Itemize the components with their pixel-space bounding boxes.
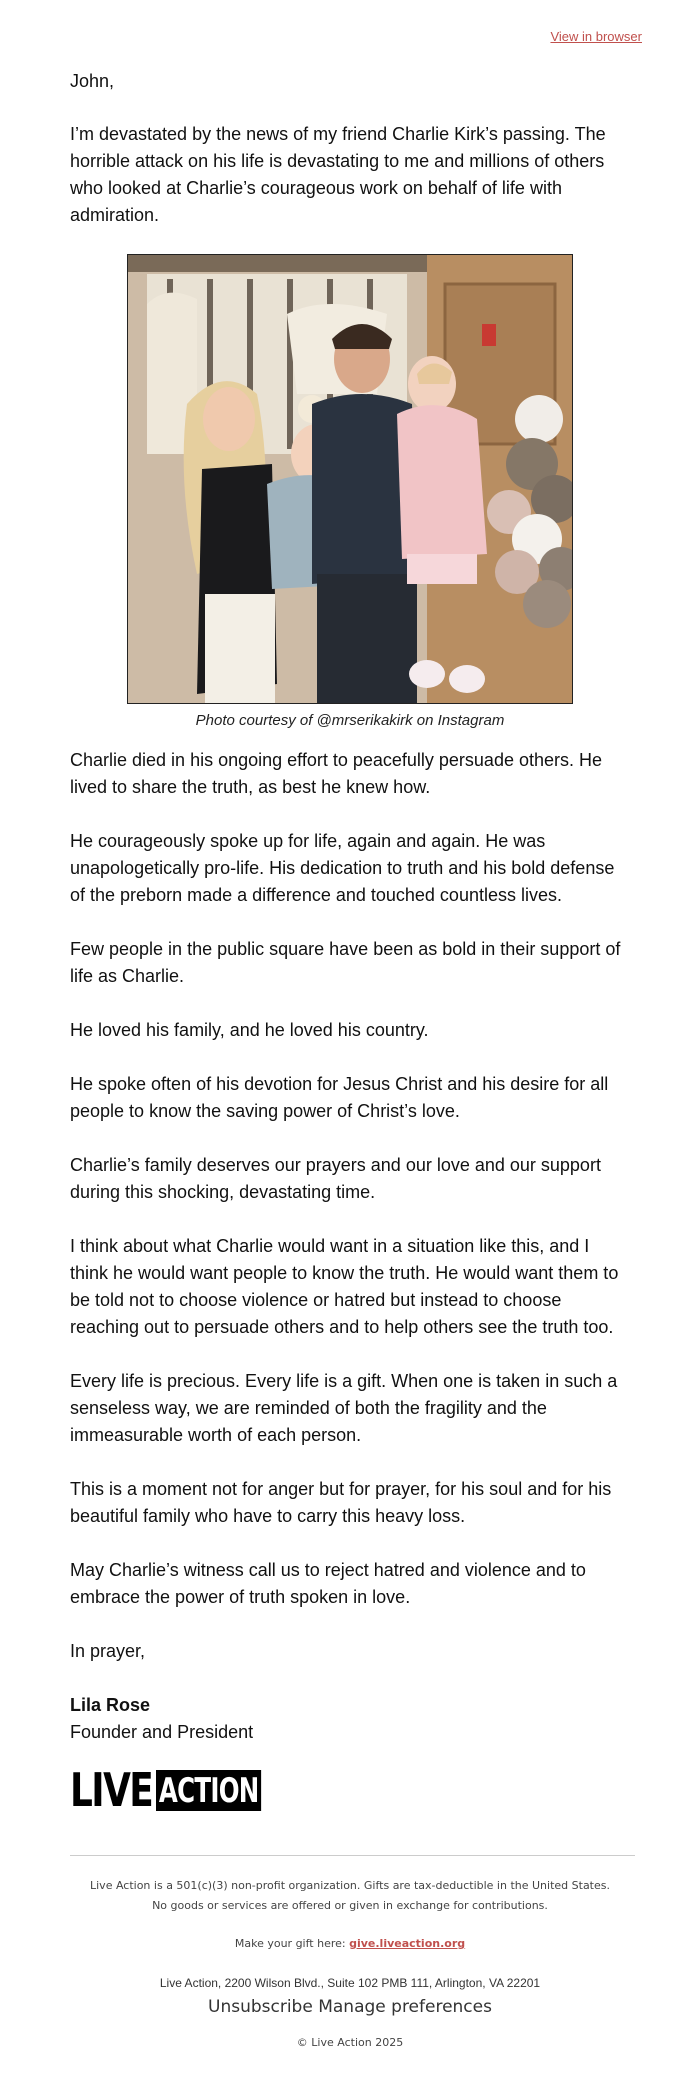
legal-line-2: No goods or services are offered or given in exchange for contributions.	[152, 1899, 548, 1912]
view-in-browser-link[interactable]: View in browser	[550, 29, 642, 44]
gift-prefix: Make your gift here:	[234, 1937, 350, 1950]
footer	[70, 1876, 630, 2053]
photo-block	[127, 254, 573, 731]
body-paragraph: He loved his family, and he loved his country.	[70, 1020, 429, 1040]
email-body	[70, 0, 642, 2053]
intro-paragraph: I’m devastated by the news of my friend Charlie Kirk’s passing. The horrible attack on his life is devastating to me and millions of others who looked at Charlie’s courageous work on behalf of life with admiration.	[70, 124, 606, 225]
signature-title: Founder and President	[70, 1722, 254, 1742]
footer-divider	[70, 1855, 635, 1856]
body-paragraph: He spoke often of his devotion for Jesus Christ and his desire for all people to know the saving power of Christ’s love.	[70, 1074, 609, 1121]
mailing-address: Live Action, 2200 Wilson Blvd., Suite 102 PMB 111, Arlington, VA 22201	[159, 1976, 541, 1990]
legal-line-1: Live Action is a 501(c)(3) non-profit organization. Gifts are tax-deductible in the United States.	[90, 1879, 610, 1892]
gift-link[interactable]: give.liveaction.org	[349, 1937, 466, 1950]
logo-word-live: LIVE	[70, 1763, 153, 1817]
body-paragraph: Charlie’s family deserves our prayers and our love and our support during this shocking, devastating time.	[70, 1155, 601, 1202]
manage-preferences-link[interactable]: Manage preferences	[318, 1997, 492, 2017]
body-paragraph: He courageously spoke up for life, again and again. He was unapologetically pro-life. His dedication to truth and his bold defense of the preborn made a difference and touched countless lives.	[70, 831, 615, 905]
greeting: John,	[70, 71, 115, 91]
body-paragraph: May Charlie’s witness call us to reject hatred and violence and to embrace the power of truth spoken in love.	[70, 1560, 586, 1607]
signature-name: Lila Rose	[70, 1695, 151, 1715]
copyright: © Live Action 2025	[296, 2036, 404, 2049]
logo-word-action: ACTION	[156, 1770, 261, 1811]
live-action-logo	[70, 1763, 630, 1817]
top-bar	[70, 0, 642, 46]
body-paragraph: I think about what Charlie would want in a situation like this, and I think he would want people to know the truth. He would want them to be told not to choose violence or hatred but instead to choose reaching out to persuade others and to help others see the truth too.	[70, 1236, 619, 1337]
legal-text	[70, 1876, 630, 1916]
footer-links	[70, 1995, 630, 2019]
body-paragraph: Few people in the public square have been as bold in their support of life as Charlie.	[70, 939, 621, 986]
photo-caption: Photo courtesy of @mrserikakirk on Instagram	[195, 712, 505, 729]
body-paragraph: This is a moment not for anger but for prayer, for his soul and for his beautiful family who have to carry this heavy loss.	[70, 1479, 612, 1526]
family-photo	[127, 254, 573, 704]
unsubscribe-link[interactable]: Unsubscribe	[208, 1997, 313, 2017]
body-paragraph: Charlie died in his ongoing effort to peacefully persuade others. He lived to share the truth, as best he knew how.	[70, 750, 603, 797]
body-paragraph: Every life is precious. Every life is a gift. When one is taken in such a senseless way, we are reminded of both the fragility and the immeasurable worth of each person.	[70, 1371, 618, 1445]
closing-line: In prayer,	[70, 1641, 146, 1661]
gift-line	[70, 1934, 630, 1954]
